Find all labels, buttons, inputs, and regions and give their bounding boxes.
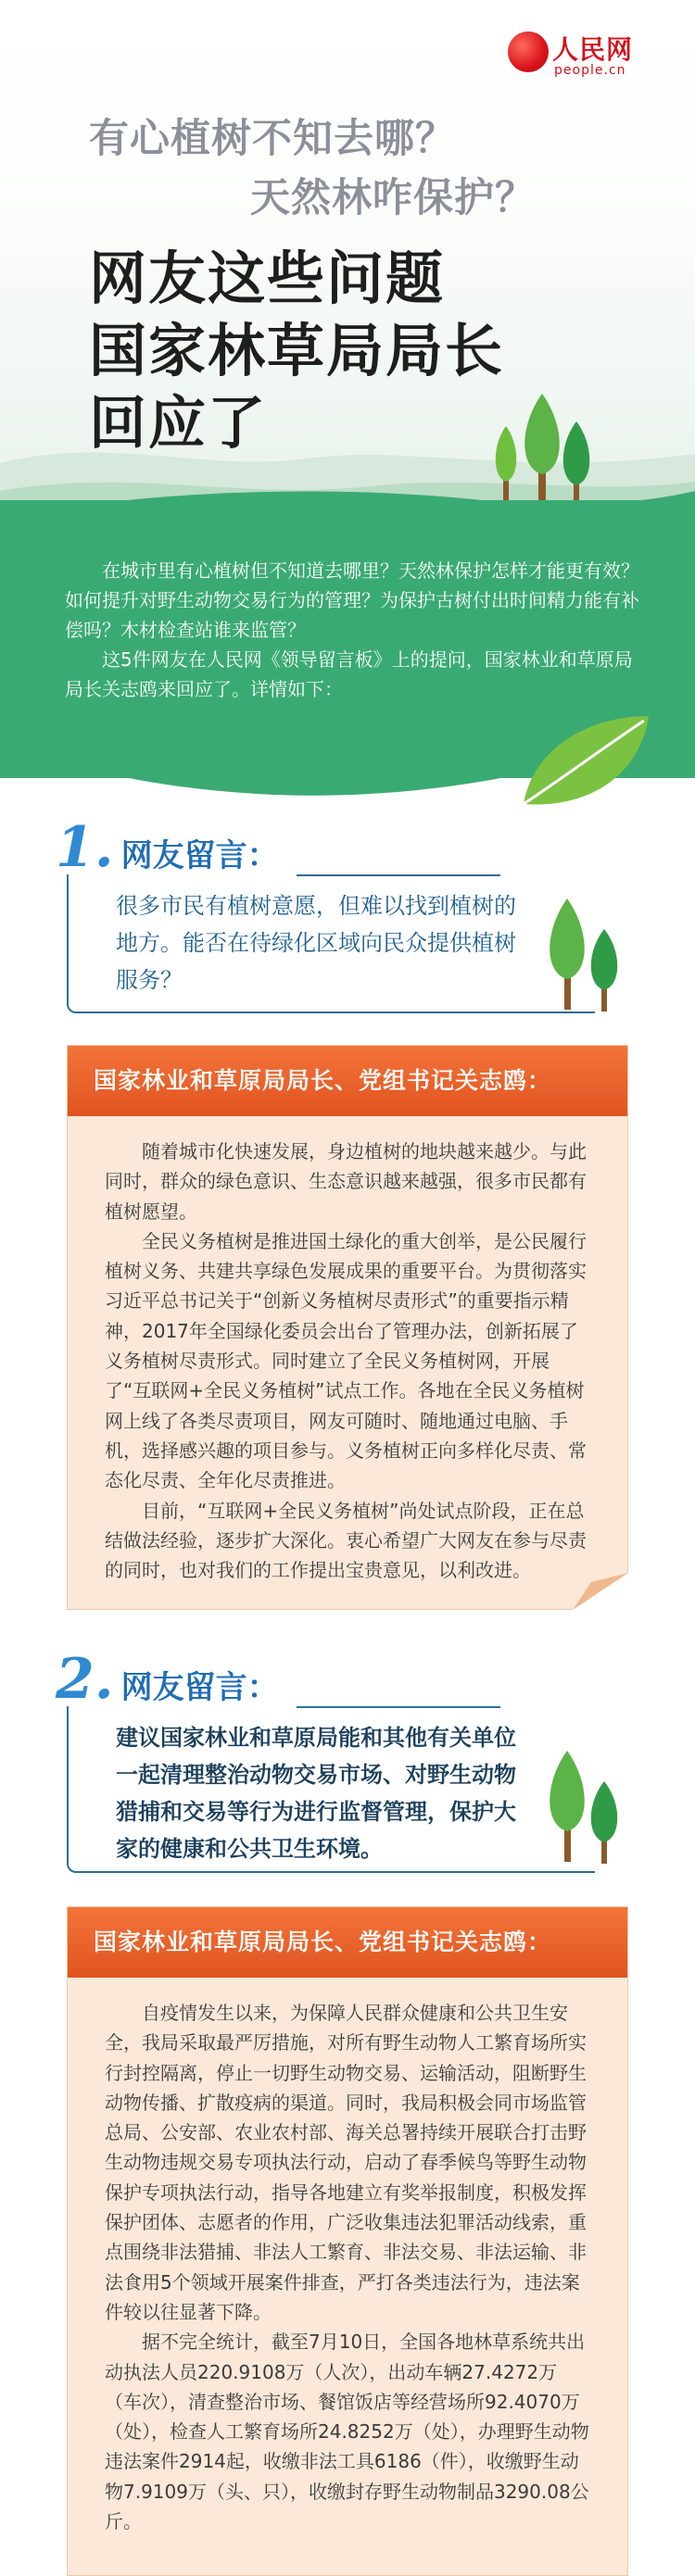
section-1-answer-card bbox=[67, 1045, 628, 1610]
answer-paragraph: 目前，“互联网+全民义务植树”尚处试点阶段，正在总结做法经验，逐步扩大深化。衷心希望广大网友在参与尽责的同时，也对我们的工作提出宝贵意见，以利改进。 bbox=[105, 1499, 587, 1582]
section-2-question bbox=[116, 1719, 516, 1867]
title-line-3: 回应了 bbox=[89, 389, 268, 457]
intro-paragraph-2: 这5件网友在人民网《领导留言板》上的提问，国家林业和草原局局长关志鸥来回应了。详情如下： bbox=[65, 648, 633, 700]
section-2-question-line: 猎捕和交易等行为进行监督管理，保护大 bbox=[116, 1799, 516, 1825]
section-2-answer-body bbox=[68, 1978, 627, 2573]
logo-mark-icon bbox=[508, 31, 549, 72]
intro-paragraph-1: 在城市里有心植树但不知道去哪里？天然林保护怎样才能更有效？如何提升对野生动物交易行为的管理？为保护古树付出时间精力能有补偿吗？木材检查站谁来监管？ bbox=[65, 559, 639, 641]
logo-name: 人民网 bbox=[552, 34, 634, 65]
intro-panel-top bbox=[0, 482, 695, 537]
section-1-question bbox=[116, 887, 516, 999]
answer-paragraph: 据不完全统计，截至7月10日，全国各地林草系统共出动执法人员220.9108万（人次），出动车辆27.4272万（车次），清查整治市场、餐馆饭店等经营场所92.4070万（处），检查人工繁育场所24.8252万（处），办理野生动物违法案件2914起，收缴非法工具6186（件），收缴野生动物7.9109万（头、只），收缴封存野生动物制品3290.08公斤。 bbox=[105, 2331, 589, 2533]
intro-text bbox=[65, 556, 639, 704]
title-line-2: 国家林草局局长 bbox=[89, 317, 505, 384]
section-1-number: 1. bbox=[56, 815, 114, 880]
section-2-label: 网友留言： bbox=[120, 1669, 279, 1706]
trees-icon bbox=[533, 1746, 635, 1866]
page-fold-icon bbox=[573, 1573, 628, 1610]
answer-paragraph: 自疫情发生以来，为保障人民群众健康和公共卫生安全，我局采取最严厉措施，对所有野生动物人工繁育场所实行封控隔离，停止一切野生动物交易、运输活动，阻断野生动物传播、扩散疫病的渠道。同时，我局积极会同市场监管总局、公安部、农业农村部、海关总署持续开展联合打击野生动物违规交易专项执法行动，启动了春季候鸟等野生动物保护专项执法行动，指导各地建立有奖举报制度，积极发挥保护团体、志愿者的作用，广泛收集违法犯罪活动线索，重点围绕非法猎捕、非法人工繁育、非法交易、非法运输、非法食用5个领域开展案件排查，严打各类违法行为，违法案件较以往显著下降。 bbox=[105, 2002, 587, 2323]
header-question-1: 有心植树不知去哪？ bbox=[89, 116, 456, 162]
section-2-answer-card bbox=[67, 1906, 628, 2576]
section-2-answer-title: 国家林业和草原局局长、党组书记关志鸥： bbox=[68, 1907, 627, 1978]
section-2-heading bbox=[56, 1647, 279, 1712]
trees-icon bbox=[533, 894, 635, 1014]
section-1-question-line: 地方。能否在待绿化区域向民众提供植树 bbox=[116, 930, 516, 956]
header-question-2: 天然林咋保护？ bbox=[250, 175, 536, 221]
section-1-answer-title: 国家林业和草原局局长、党组书记关志鸥： bbox=[68, 1046, 627, 1116]
section-1-label: 网友留言： bbox=[120, 837, 279, 874]
section-1-heading bbox=[56, 815, 279, 880]
section-1-answer-body bbox=[68, 1116, 627, 1622]
section-2-number: 2. bbox=[56, 1647, 114, 1712]
section-2-question-line: 家的健康和公共卫生环境。 bbox=[116, 1836, 383, 1862]
section-2-question-line: 建议国家林业和草原局能和其他有关单位 bbox=[116, 1725, 516, 1751]
people-logo bbox=[508, 28, 638, 83]
section-2-question-line: 一起清理整治动物交易市场、对野生动物 bbox=[116, 1762, 516, 1788]
section-1-question-line: 很多市民有植树意愿，但难以找到植树的 bbox=[116, 893, 516, 919]
logo-domain: people.cn bbox=[554, 63, 626, 78]
title-line-1: 网友这些问题 bbox=[89, 245, 446, 312]
answer-paragraph: 全民义务植树是推进国土绿化的重大创举，是公民履行植树义务、共建共享绿色发展成果的重要平台。为贯彻落实习近平总书记关于“创新义务植树尽责形式”的重要指示精神，2017年全国绿化委员会出台了管理办法，创新拓展了义务植树尽责形式。同时建立了全民义务植树网，开展了“互联网+全民义务植树”试点工作。各地在全民义务植树网上线了各类尽责项目，网友可随时、随地通过电脑、手机，选择感兴趣的项目参与。义务植树正向多样化尽责、常态化尽责、全年化尽责推进。 bbox=[105, 1229, 587, 1492]
section-1-question-line: 服务？ bbox=[116, 967, 183, 993]
leaf-icon bbox=[514, 711, 653, 813]
answer-paragraph: 随着城市化快速发展，身边植树的地块越来越少。与此同时，群众的绿色意识、生态意识越来越强，很多市民都有植树愿望。 bbox=[105, 1140, 587, 1223]
